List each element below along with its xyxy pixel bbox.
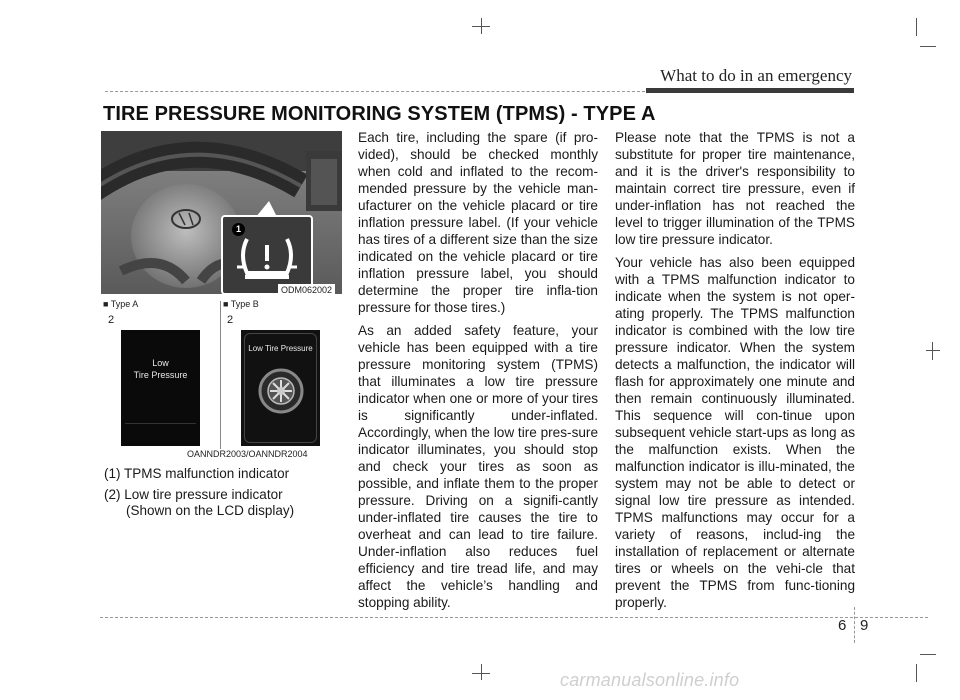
screen-a-line1: Low	[152, 358, 169, 368]
crop-mark-bottom-center-h	[472, 673, 490, 674]
tire-wheel-icon	[258, 368, 304, 414]
watermark: carmanualsonline.info	[560, 670, 740, 690]
paragraph-tire-check: Each tire, including the spare (if pro-vided), should be checked monthly when cold and inflated to the recom-mended pressure by the vehicle man-ufacturer on the vehicle placard or tire inflation pressure label. (If your vehicle has tires of a different size than the size indicated on the vehicle placard or tire inflation pressure label, you should determine the proper tire infla-tion pressure for those tires.)	[358, 130, 598, 315]
crop-mark-bottom-center	[481, 664, 482, 680]
section-title: What to do in an emergency	[660, 66, 852, 85]
screen-a-line2: Tire Pressure	[133, 370, 188, 380]
paragraph-maintenance-note: Please note that the TPMS is not a substitute for proper tire maintenance, and it is the driver's responsibility to maintain correct tire pressure, even if under-inflation has not reached the level to trigger illumination of the TPMS low tire pressure indicator.	[615, 130, 855, 247]
body-column-1	[358, 129, 598, 617]
caption-item-2: (2) Low tire pressure indicator	[104, 487, 283, 502]
tpms-figure	[101, 131, 342, 464]
chapter-number: 6	[838, 617, 847, 634]
page-number-separator	[854, 607, 855, 643]
screen-b-text: Low Tire Pressure	[248, 344, 313, 353]
crop-mark-top-right-h	[920, 46, 936, 47]
lcd-screen-type-b	[241, 330, 320, 446]
screen-b-number: 2	[227, 314, 234, 326]
crop-mark-right-center	[932, 342, 933, 360]
paragraph-malfunction-indicator: Your vehicle has also been equipped with a TPMS malfunction indicator to indicate when the system is not oper-ating properly. The TPMS malfunction indicator is combined with the low tire pressure indicator. When the system detects a malfunction, the indicator will flash for approximately one minute and then remain continuously illuminated. This sequence will con-tinue upon subsequent vehicle start-ups as long as the malfunction exists. When the malfunction indicator is illu-minated, the system may not be able to detect or signal low tire pressure as intended. TPMS malfunctions may occur for a variety of reasons, includ-ing the installation of replacement or alternate tires or wheels on the vehi-cle that prevent the TPMS from func-tioning properly.	[615, 255, 855, 610]
header-rule	[646, 88, 854, 93]
screen-divider	[220, 301, 221, 449]
crop-mark-bottom-right	[916, 664, 917, 682]
crop-mark-bottom-right-h	[920, 654, 936, 655]
body-column-2	[615, 129, 855, 617]
lcd-screen-type-a	[121, 330, 200, 446]
paragraph-tpms-feature: As an added safety feature, your vehicle has been equipped with a tire pressure monitoring system (TPMS) that illuminates a low tire pressure indicator when one or more of your tires is significantly under-inflated. Accordingly, when the low tire pres-sure indicator illuminates, you should stop and check your tires as soon as possible, and inflate them to the proper pressure. Driving on a signifi-cantly under-inflated tire causes the tire to overheat and can lead to tire failure. Under-inflation also reduces fuel efficiency and tire tread life, and may affect the vehicle’s handling and stopping ability.	[358, 323, 599, 610]
photo-code: ODM062002	[278, 284, 335, 296]
caption-item-1: (1) TPMS malfunction indicator	[104, 466, 290, 481]
screen-a-number: 2	[108, 314, 115, 326]
crop-mark-top-right	[916, 18, 917, 36]
page-number: 9	[860, 617, 869, 634]
crop-mark-right-center-h	[926, 350, 940, 351]
page-title: TIRE PRESSURE MONITORING SYSTEM (TPMS) - TYPE A	[103, 103, 656, 125]
header-dashed-rule	[105, 91, 645, 92]
crop-mark-top-center-h	[472, 26, 490, 27]
callout-1-badge: 1	[232, 223, 245, 236]
type-a-label: ■ Type A	[103, 299, 139, 309]
screen-a-footer-strip	[125, 423, 196, 442]
caption-item-2-sub: (Shown on the LCD display)	[126, 503, 295, 518]
dashboard-photo	[101, 131, 342, 294]
type-b-label: ■ Type B	[223, 299, 259, 309]
screens-code: OANNDR2003/OANNDR2004	[187, 449, 308, 459]
footer-dashed-rule	[100, 617, 928, 618]
